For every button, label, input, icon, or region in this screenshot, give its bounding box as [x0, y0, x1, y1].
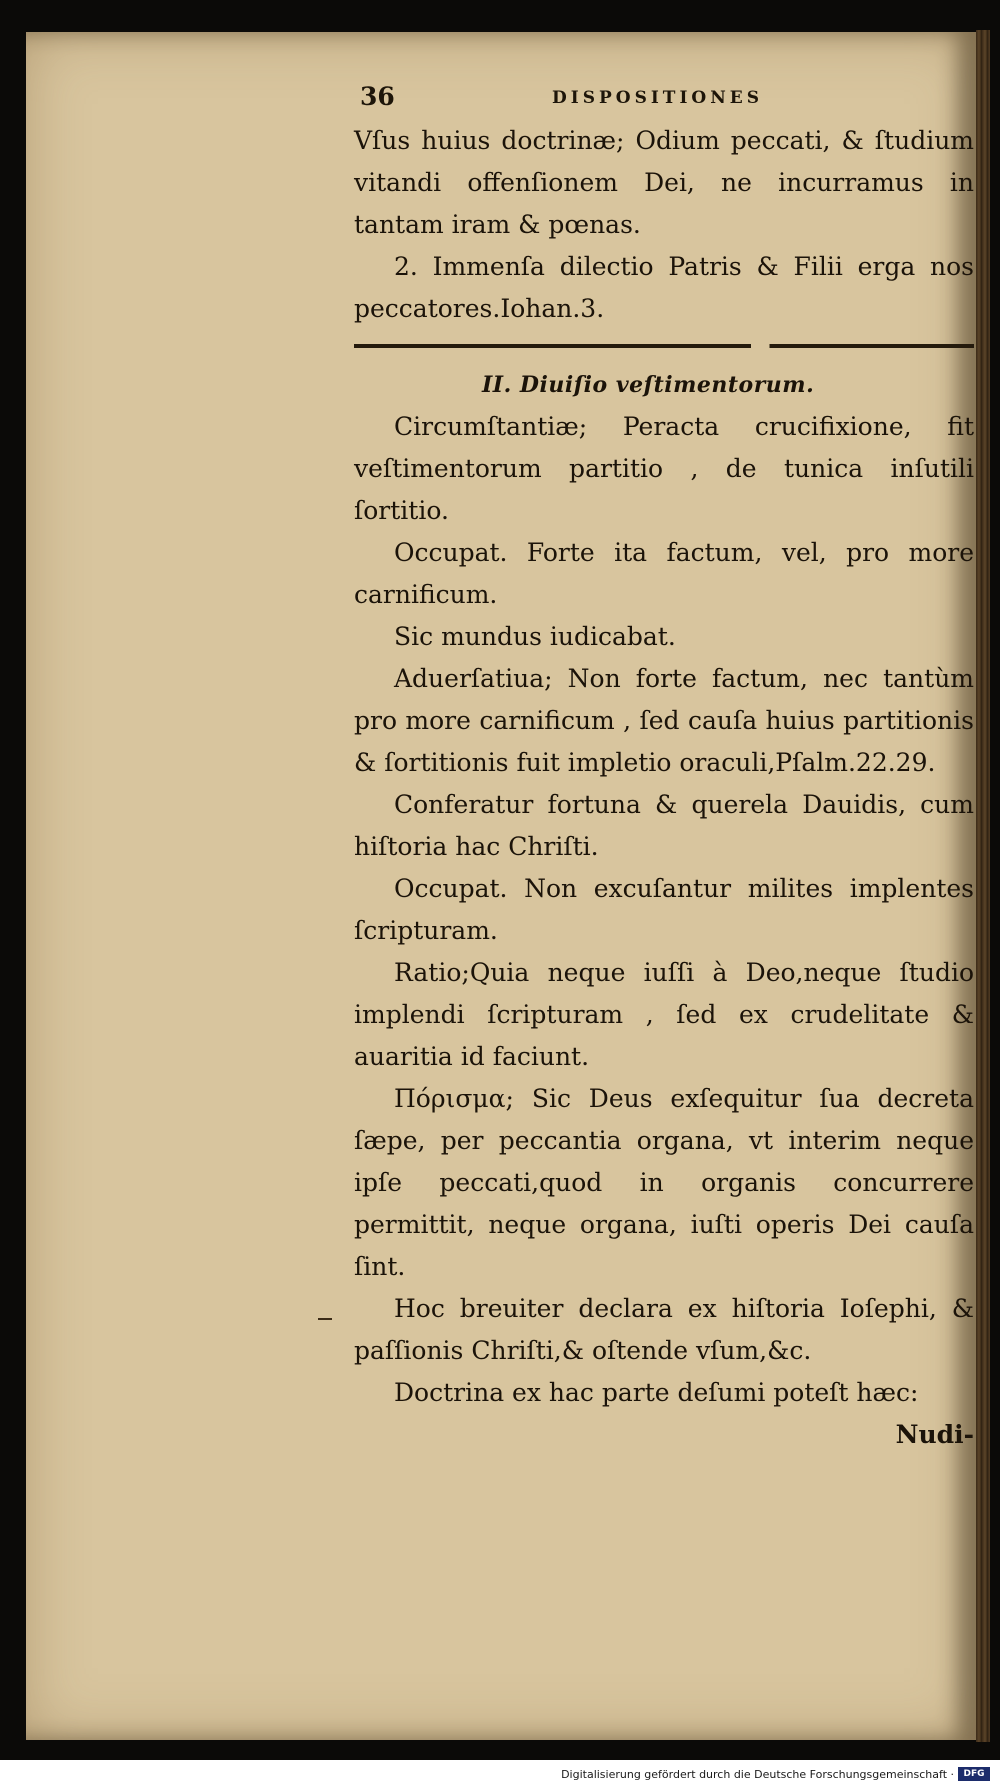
dfg-logo[interactable]: DFG — [958, 1767, 990, 1781]
section-divider — [354, 344, 974, 348]
catchword: Nudi- — [895, 1420, 974, 1449]
page-header — [360, 82, 860, 122]
page-number: 36 — [360, 82, 395, 111]
paragraph-porisma: Πόρισμα; Sic Deus exſequitur ſua decreta ſæpe, per peccantia organa, vt interim neque ipſe peccati,quod in organis concurrere permittit, neque organa, iuſti operis Dei cauſa ſint. — [354, 1084, 974, 1281]
section-heading: II. Diuiſio veſtimentorum. — [482, 372, 815, 398]
paragraph-conferatur: Conferatur fortuna & querela Dauidis, cum hiſtoria hac Chriſti. — [354, 790, 974, 861]
paragraph-aduersatiua: Aduerſatiua; Non forte factum, nec tantùm pro more carnificum , ſed cauſa huius partitionis & ſortitionis fuit impletio oraculi,Pſalm.22.29. — [354, 664, 974, 777]
margin-mark — [318, 1318, 332, 1320]
paragraph-occupat-2: Occupat. Non excuſantur milites implentes ſcripturam. — [354, 874, 974, 945]
paragraph-occupat-1: Occupat. Forte ita factum, vel, pro more carnificum. — [354, 538, 974, 609]
running-head: DISPOSITIONES — [552, 88, 763, 108]
paragraph-doctrina: Doctrina ex hac parte deſumi poteſt hæc: — [394, 1378, 919, 1407]
paragraph-immensa-dilectio: 2. Immenſa dilectio Patris & Filii erga nos peccatores.Iohan.3. — [354, 252, 974, 323]
paragraph-ratio: Ratio;Quia neque iuſſi à Deo,neque ſtudio implendi ſcripturam , ſed ex crudelitate & auaritia id faciunt. — [354, 958, 974, 1071]
paragraph-circumstantiae: Circumſtantiæ; Peracta crucifixione, fit veſtimentorum partitio , de tunica inſutili ſortitio. — [354, 412, 974, 525]
page-edge — [976, 30, 990, 1742]
footer-bar — [0, 1760, 1000, 1788]
paragraph-hoc-breuiter: Hoc breuiter declara ex hiſtoria Ioſephi, & paſſionis Chriſti,& oſtende vſum,&c. — [354, 1294, 974, 1365]
footer-credit: Digitalisierung gefördert durch die Deutsche Forschungsgemeinschaft · — [561, 1768, 954, 1781]
paragraph-sic-mundus: Sic mundus iudicabat. — [394, 622, 676, 651]
paragraph-usus: Vſus huius doctrinæ; Odium peccati, & ſtudium vitandi offenſionem Dei, ne incurramus in tantam iram & pœnas. — [354, 126, 974, 239]
page-body — [354, 120, 974, 1456]
